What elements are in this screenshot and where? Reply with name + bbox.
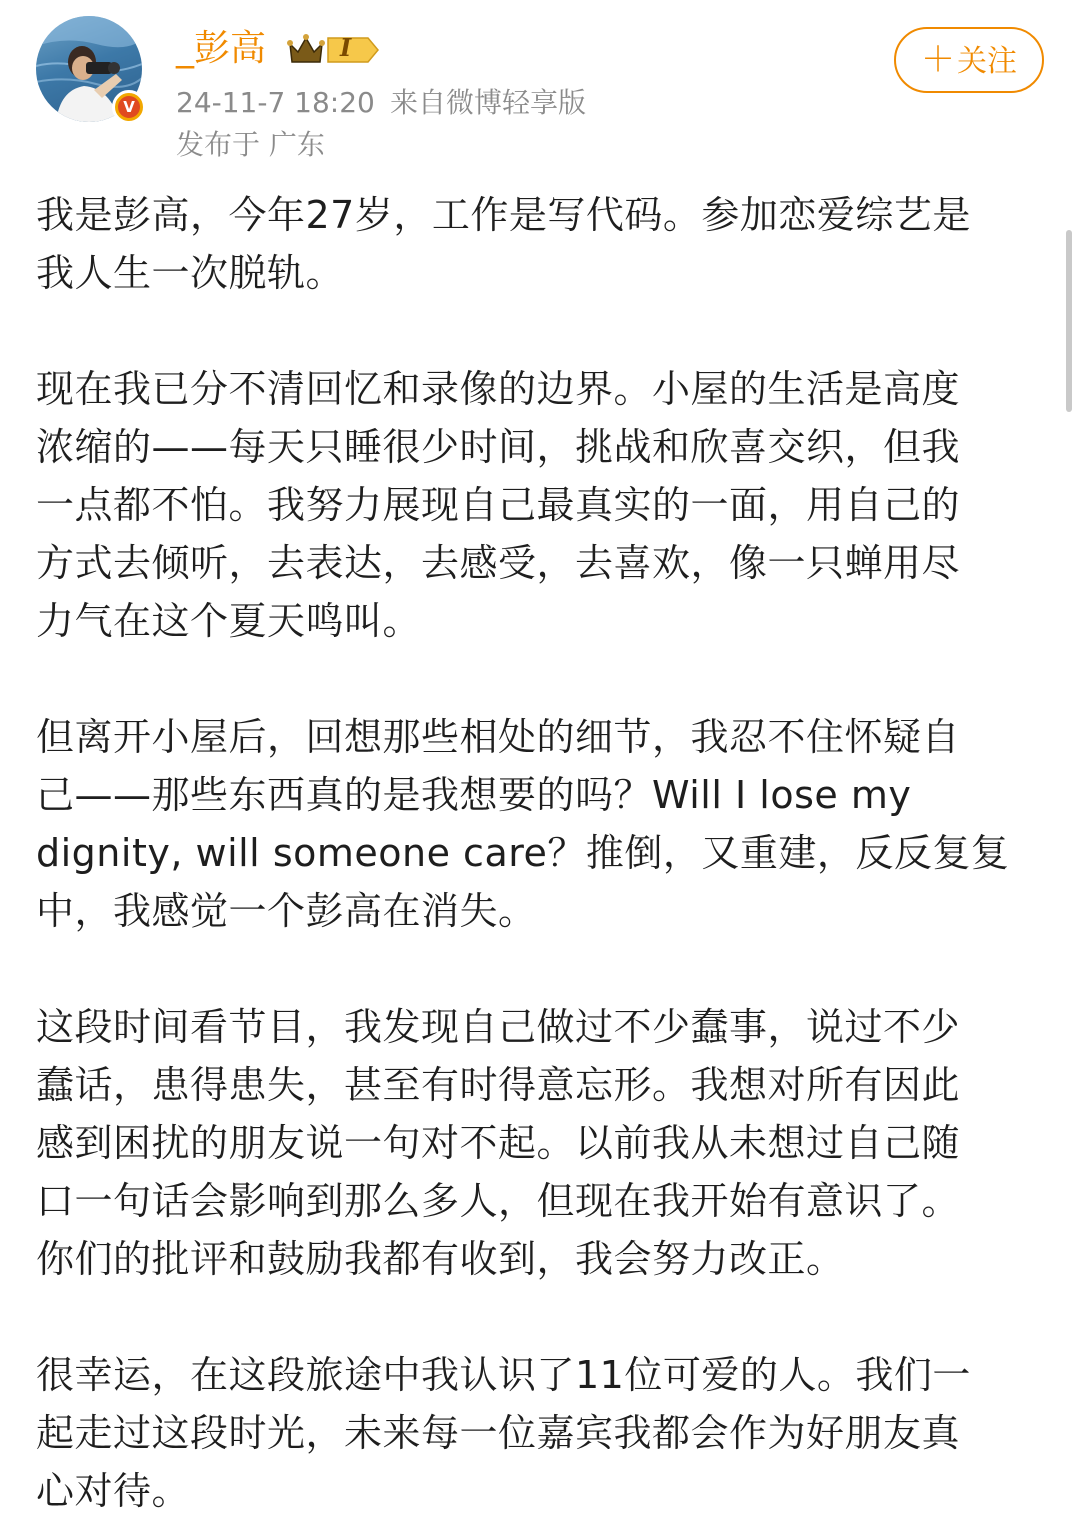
post-paragraph: 这段时间看节目，我发现自己做过不少蠢事，说过不少 蠢话，患得患失，甚至有时得意忘形。我想对所有因此 感到困扰的朋友说一句对不起。以前我从未想过自己随 口一句话会影响到那么多人，但现在我开始有意识了。 你们的批评和鼓励我都有收到，我会努力改正。 [36,1005,961,1281]
vip-crown-icon [284,30,382,70]
post-time: 24-11-7 18:20 [176,86,375,119]
post-paragraph: 我是彭高，今年27岁，工作是写代码。参加恋爱综艺是 我人生一次脱轨。 [36,193,971,295]
post-source: 来自微博轻享版 [390,86,587,119]
post-location: 发布于 广东 [176,128,325,161]
follow-button[interactable] [894,27,1044,93]
post-header [0,0,1080,180]
author-name[interactable]: _彭高 [176,28,267,69]
post-body [36,186,1036,1520]
vip-level: I [340,33,352,62]
post-paragraph: 很幸运，在这段旅途中我认识了11位可爱的人。我们一 起走过这段时光，未来每一位嘉宾我都会作为好朋友真 心对待。 [36,1353,971,1513]
plus-icon: ＋ [921,40,955,80]
verified-badge-icon: V [112,90,146,124]
avatar[interactable] [36,16,142,122]
scrollbar[interactable] [1066,230,1072,412]
post-paragraph: 但离开小屋后，回想那些相处的细节，我忍不住怀疑自 己——那些东西真的是我想要的吗？Will I lose my dignity, will someone care？推倒，又重建，反反复复 中，我感觉一个彭高在消失。 [36,715,1010,933]
post-paragraph: 现在我已分不清回忆和录像的边界。小屋的生活是高度 浓缩的——每天只睡很少时间，挑战和欣喜交织，但我 一点都不怕。我努力展现自己最真实的一面，用自己的 方式去倾听，去表达，去感受，去喜欢，像一只蝉用尽 力气在这个夏天鸣叫。 [36,367,961,643]
follow-label: 关注 [957,44,1017,79]
